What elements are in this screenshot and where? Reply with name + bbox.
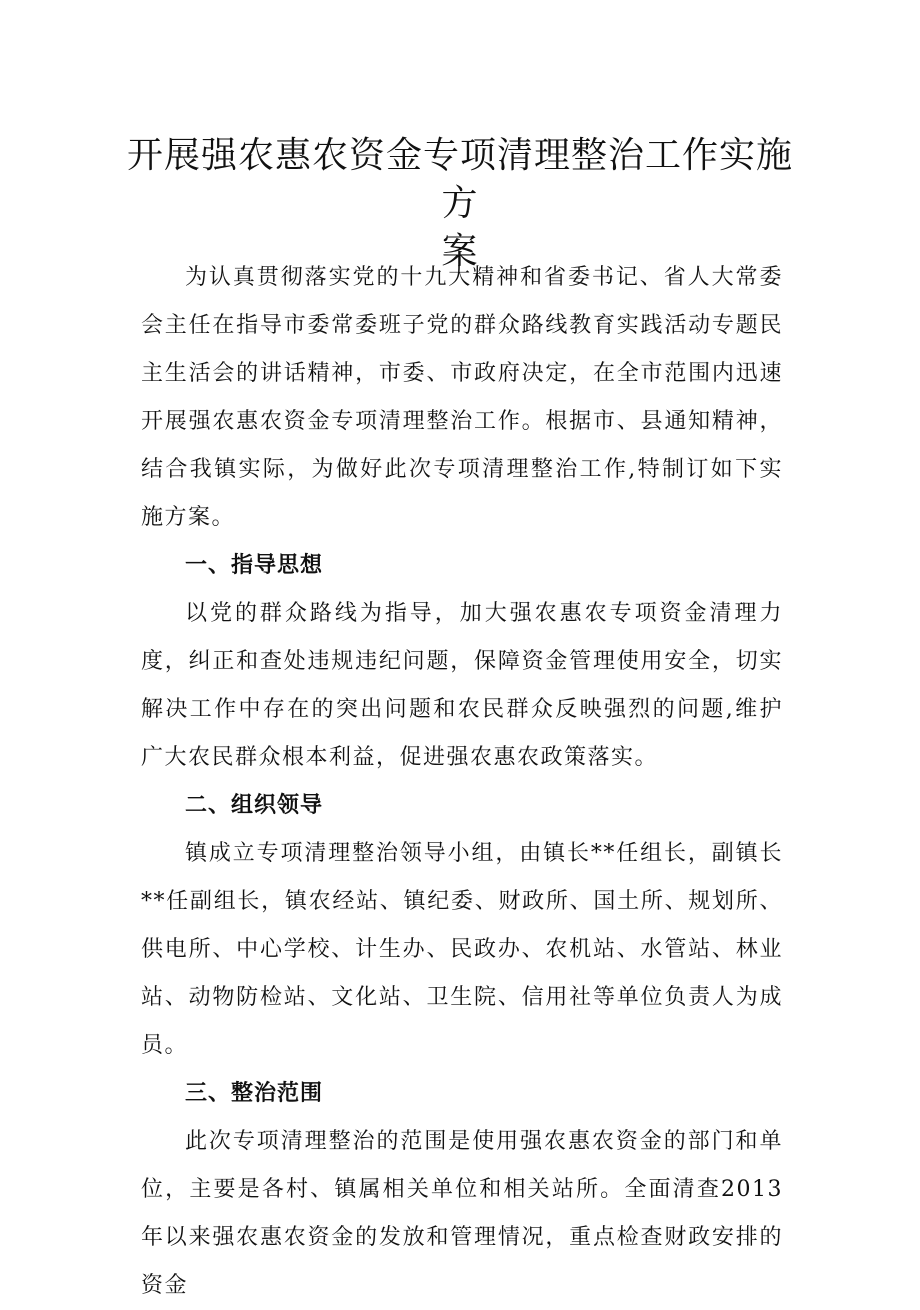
section-text-guiding-ideology: 以党的群众路线为指导，加大强农惠农专项资金清理力度，纠正和查处违规违纪问题，保障资金管理使用安全，切实解决工作中存在的突出问题和农民群众反映强烈的问题,维护广大农民群众根本利益，促进强农惠农政策落实。 [141,601,783,770]
section-heading-organization: 二、组织领导 [185,793,324,818]
section-text-scope: 此次专项清理整治的范围是使用强农惠农资金的部门和单位，主要是各村、镇属相关单位和相关站所。全面清查2013年以来强农惠农资金的发放和管理情况，重点检查财政安排的资金 [141,1129,783,1298]
section-text-organization: 镇成立专项清理整治领导小组，由镇长**任组长，副镇长**任副组长，镇农经站、镇纪委、财政所、国土所、规划所、供电所、中心学校、计生办、民政办、农机站、水管站、林业站、动物防检站、文化站、卫生院、信用社等单位负责人为成员。 [141,841,783,1058]
document-body [141,254,783,1310]
section-heading-guiding-ideology: 一、指导思想 [185,553,324,578]
section-heading-scope: 三、整治范围 [185,1081,324,1106]
title-line-2: 案 [441,231,479,272]
intro-paragraph: 为认真贯彻落实党的十九大精神和省委书记、省人大常委会主任在指导市委常委班子党的群众路线教育实践活动专题民主生活会的讲话精神，市委、市政府决定，在全市范围内迅速开展强农惠农资金专项清理整治工作。根据市、县通知精神，结合我镇实际，为做好此次专项清理整治工作,特制订如下实施方案。 [141,265,783,530]
title-line-1: 开展强农惠农资金专项清理整治工作实施方 [126,135,793,224]
